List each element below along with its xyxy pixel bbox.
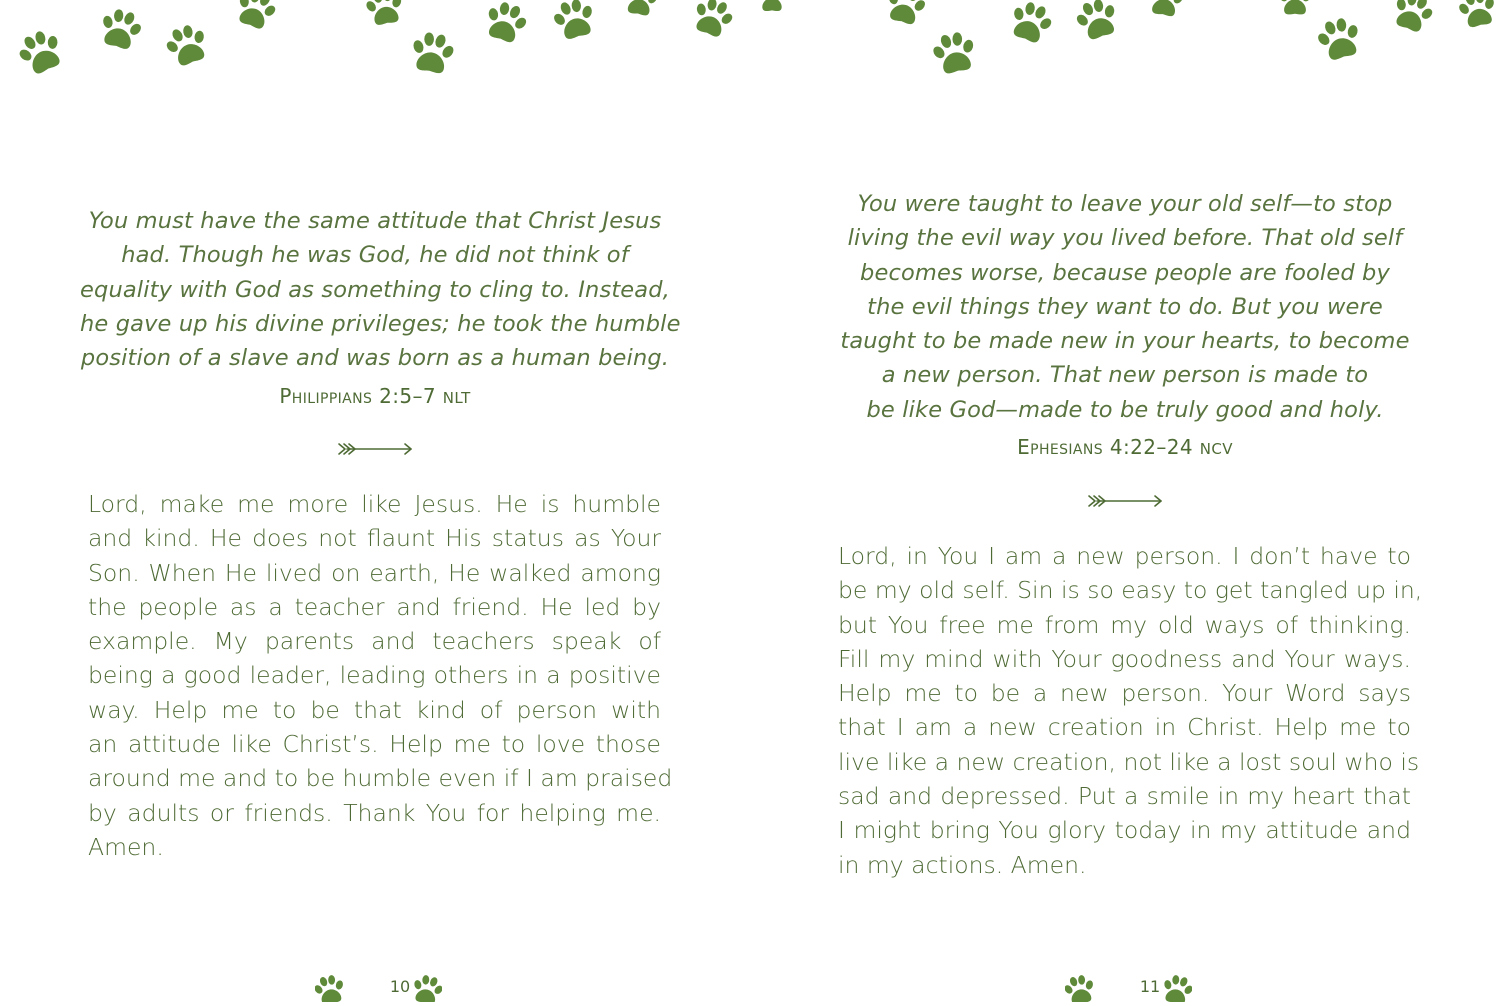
prayer-line: way. Help me to be that kind of person with (88, 695, 661, 724)
prayer-line: example. My parents and teachers speak of (88, 627, 661, 656)
scripture-verse (830, 187, 1420, 427)
verse-line: position of a slave and was born as a human being. (80, 345, 670, 372)
verse-line: becomes worse, because people are fooled by (860, 259, 1390, 286)
scripture-reference (80, 384, 670, 408)
verse-line: the evil things they want to do. But you were (867, 293, 1383, 320)
prayer-line: Lord, make me more like Jesus. He is humble (88, 490, 661, 518)
page-number: 11 (1139, 977, 1161, 996)
right-page (750, 0, 1500, 1006)
page-footer (300, 972, 500, 1002)
prayer-line: Lord, in You I am a new person. I don’t have to (838, 542, 1411, 570)
prayer-line: I might bring You glory today in my attitude and (838, 816, 1411, 845)
page-number: 10 (389, 977, 411, 996)
paw-print-icon (1065, 972, 1095, 1002)
paw-print-icon (412, 972, 442, 1002)
reference-book: Ephesians (1017, 435, 1104, 459)
prayer-line: Amen. (88, 832, 164, 861)
verse-line: he gave up his divine privileges; he took the humble (80, 310, 681, 337)
arrow-icon (1087, 493, 1163, 509)
verse-line: You were taught to leave your old self—to stop (857, 191, 1393, 217)
verse-line: You must have the same attitude that Christ Jesus (88, 208, 662, 234)
verse-line: living the evil way you lived before. That old self (847, 225, 1403, 252)
paw-print-icon (315, 972, 345, 1002)
prayer-line: and kind. He does not flaunt His status as Your (88, 524, 661, 553)
prayer-line: being a good leader, leading others in a positive (88, 661, 661, 690)
scripture-reference (830, 435, 1420, 459)
prayer-line: the people as a teacher and friend. He led by (88, 592, 661, 621)
verse-line: equality with God as something to cling to. Instead, (80, 276, 670, 303)
page-footer (1050, 972, 1250, 1002)
prayer-line: Help me to be a new person. Your Word says (838, 679, 1411, 708)
verse-line: be like God—made to be truly good and holy. (866, 396, 1384, 423)
reference-translation: NLT (442, 389, 471, 407)
verse-line: taught to be made new in your hearts, to become (840, 328, 1410, 355)
prayer-line: around me and to be humble even if I am praised (88, 764, 673, 793)
prayer-line: Son. When He lived on earth, He walked among (88, 558, 661, 587)
scripture-verse (80, 204, 681, 375)
prayer-line: but You free me from my old ways of thinking. (838, 610, 1411, 639)
prayer-line: be my old self. Sin is so easy to get tangled up in, (838, 576, 1423, 605)
prayer-line: that I am a new creation in Christ. Help me to (838, 713, 1411, 742)
prayer-line: live like a new creation, not like a lost soul who is (838, 747, 1420, 776)
verse-line: had. Though he was God, he did not think of (121, 242, 629, 269)
paw-print-icon (1162, 972, 1192, 1002)
prayer-text (88, 487, 673, 864)
prayer-line: an attitude like Christ’s. Help me to love those (88, 730, 661, 759)
prayer-text (838, 539, 1423, 882)
prayer-line: sad and depressed. Put a smile in my heart that (838, 782, 1411, 811)
reference-translation: NCV (1199, 440, 1233, 458)
reference-chapter-verse: 4:22–24 (1109, 435, 1194, 459)
verse-line: a new person. That new person is made to (881, 362, 1369, 389)
reference-chapter-verse: 2:5–7 (379, 384, 437, 408)
prayer-line: in my actions. Amen. (838, 850, 1087, 879)
arrow-icon (337, 441, 413, 457)
reference-book: Philippians (279, 384, 373, 408)
prayer-line: by adults or friends. Thank You for helping me. (88, 798, 661, 827)
prayer-line: Fill my mind with Your goodness and Your ways. (838, 644, 1411, 673)
